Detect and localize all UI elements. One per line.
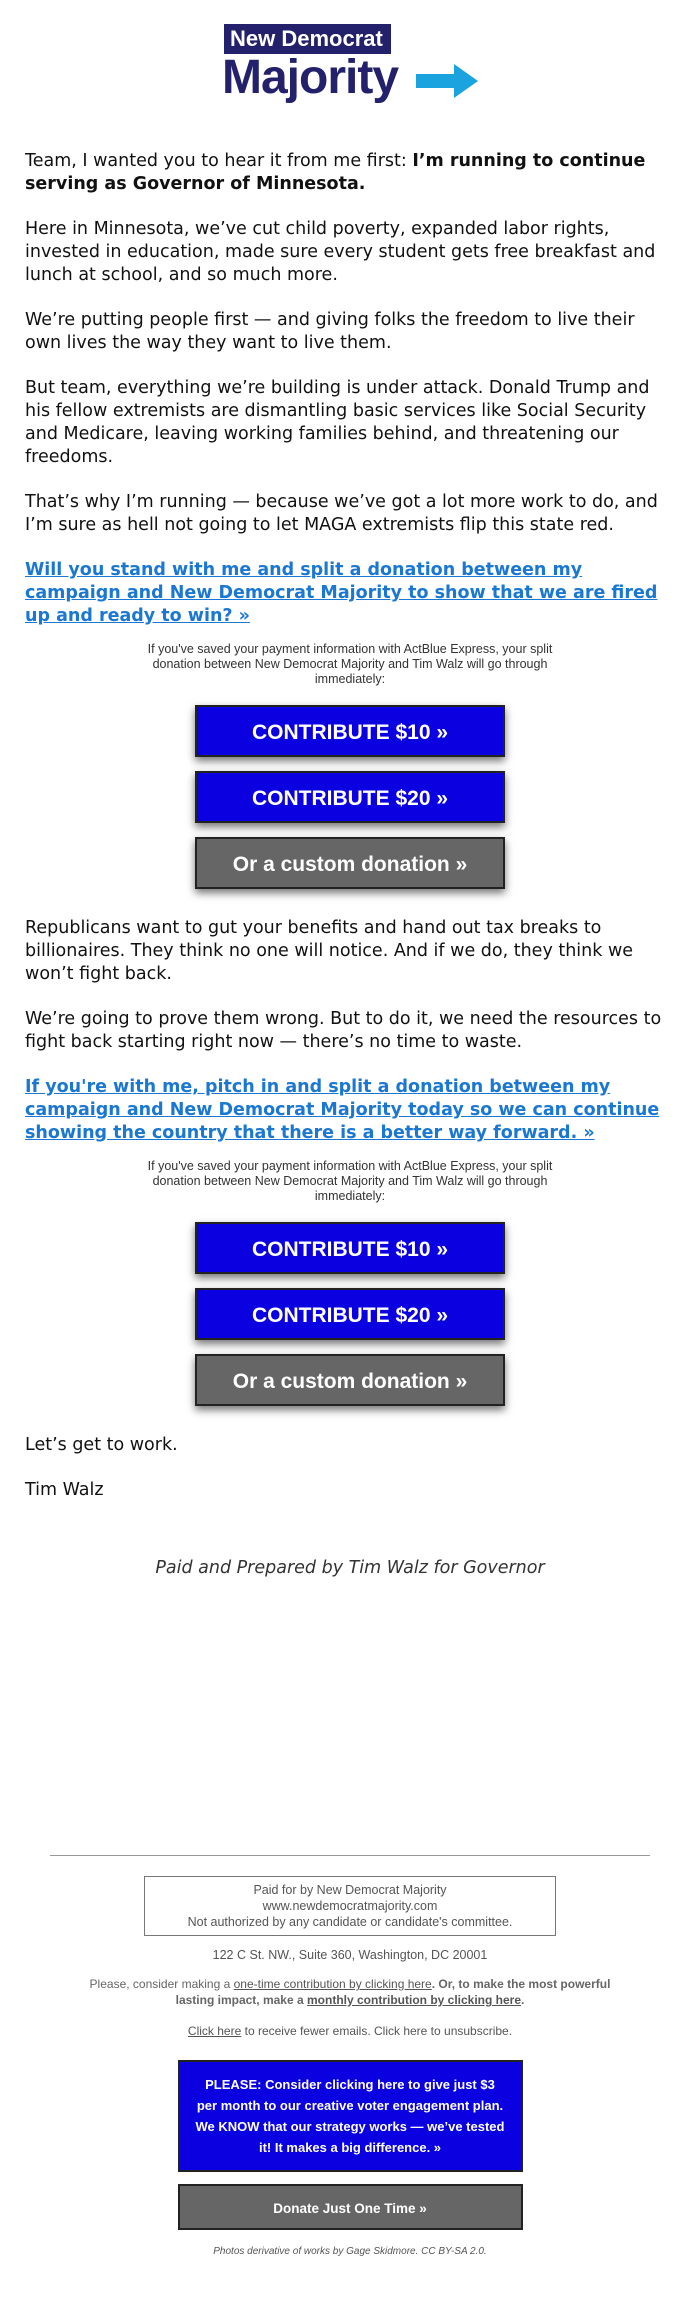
cta-paragraph-1 bbox=[25, 559, 675, 628]
email-body bbox=[25, 150, 675, 1578]
contribute-10-button[interactable]: CONTRIBUTE $10 » bbox=[195, 1222, 505, 1274]
logo-top-text: New Democrat bbox=[224, 24, 391, 54]
logo-arrow-icon bbox=[416, 64, 478, 98]
footer-divider bbox=[50, 1855, 650, 1856]
not-authorized-line: Not authorized by any candidate or candidate's committee. bbox=[187, 1915, 513, 1929]
mailing-address: 122 C St. NW., Suite 360, Washington, DC 20001 bbox=[212, 1948, 488, 1962]
intro-text: Team, I wanted you to hear it from me first: bbox=[25, 151, 413, 171]
website-line: www.newdemocratmajority.com bbox=[262, 1899, 438, 1913]
contribution-options bbox=[70, 1976, 630, 2008]
consider-prefix: Please, consider making a bbox=[89, 1977, 234, 1991]
closing-line: Let’s get to work. bbox=[25, 1435, 178, 1455]
consider-mid: . Or, to make the most powerful lasting impact, make a bbox=[175, 1977, 611, 2007]
contribute-10-button[interactable]: CONTRIBUTE $10 » bbox=[195, 705, 505, 757]
email-preferences bbox=[0, 2024, 700, 2038]
footer bbox=[0, 1855, 700, 2257]
ndm-logo[interactable] bbox=[224, 24, 474, 114]
custom-donation-button[interactable]: Or a custom donation » bbox=[195, 837, 505, 889]
under-attack-paragraph: But team, everything we’re building is under attack. Donald Trump and his fellow extremists are dismantling basic services like Social Security and Medicare, leaving working families behind, and threatening our freedoms. bbox=[25, 378, 650, 467]
monthly-3-dollar-button[interactable]: PLEASE: Consider clicking here to give just $3 per month to our creative voter engagement plan. We KNOW that our strategy works — we’ve tested it! It makes a big difference. » bbox=[178, 2060, 523, 2172]
split-donation-link-2[interactable]: If you're with me, pitch in and split a donation between my campaign and New Democrat Majority today so we can continue showing the country that there is a better way forward. » bbox=[25, 1077, 660, 1143]
prove-wrong-paragraph: We’re going to prove them wrong. But to do it, we need the resources to fight back starting right now — there’s no time to waste. bbox=[25, 1009, 662, 1052]
actblue-note-1: If you've saved your payment information with ActBlue Express, your split donation between New Democrat Majority and Tim Walz will go through immediately: bbox=[147, 642, 553, 686]
fewer-emails-link[interactable]: Click here bbox=[187, 2024, 242, 2038]
people-first-paragraph: We’re putting people first — and giving folks the freedom to live their own lives the way they want to live them. bbox=[25, 310, 635, 353]
unsubscribe-text[interactable]: to receive fewer emails. Click here to unsubscribe. bbox=[241, 2024, 513, 2038]
paid-prepared-disclaimer: Paid and Prepared by Tim Walz for Governor bbox=[155, 1558, 545, 1578]
achievements-paragraph: Here in Minnesota, we’ve cut child poverty, expanded labor rights, invested in education, made sure every student gets free breakfast and lunch at school, and so much more. bbox=[25, 219, 656, 285]
consider-suffix: . bbox=[521, 1993, 525, 2007]
cta-paragraph-2 bbox=[25, 1076, 675, 1145]
paid-for-box bbox=[144, 1876, 556, 1936]
intro-bold-text: I’m running to continue serving as Governor of Minnesota. bbox=[25, 151, 646, 194]
donation-buttons-2 bbox=[25, 1222, 675, 1406]
split-donation-link-1[interactable]: Will you stand with me and split a donation between my campaign and New Democrat Majority to show that we are fired up and ready to win? » bbox=[25, 560, 658, 626]
custom-donation-button[interactable]: Or a custom donation » bbox=[195, 1354, 505, 1406]
logo-main-text: Majority bbox=[222, 51, 399, 104]
running-paragraph: That’s why I’m running — because we’ve got a lot more work to do, and I’m sure as hell not going to let MAGA extremists flip this state red. bbox=[25, 492, 658, 535]
republicans-paragraph: Republicans want to gut your benefits and hand out tax breaks to billionaires. They think no one will notice. And if we do, they think we won’t fight back. bbox=[25, 918, 634, 984]
donate-one-time-button[interactable]: Donate Just One Time » bbox=[178, 2184, 523, 2230]
intro-paragraph bbox=[25, 150, 675, 196]
paid-for-line: Paid for by New Democrat Majority bbox=[253, 1883, 447, 1897]
contribute-20-button[interactable]: CONTRIBUTE $20 » bbox=[195, 771, 505, 823]
one-time-contribution-link[interactable]: one-time contribution by clicking here bbox=[233, 1977, 432, 1991]
actblue-note-2: If you've saved your payment information with ActBlue Express, your split donation between New Democrat Majority and Tim Walz will go through immediately: bbox=[147, 1159, 553, 1203]
photo-credit: Photos derivative of works by Gage Skidmore. CC BY-SA 2.0. bbox=[213, 2246, 487, 2257]
signature: Tim Walz bbox=[25, 1480, 104, 1500]
donation-buttons-1 bbox=[25, 705, 675, 889]
contribute-20-button[interactable]: CONTRIBUTE $20 » bbox=[195, 1288, 505, 1340]
monthly-contribution-link[interactable]: monthly contribution by clicking here bbox=[307, 1993, 522, 2007]
